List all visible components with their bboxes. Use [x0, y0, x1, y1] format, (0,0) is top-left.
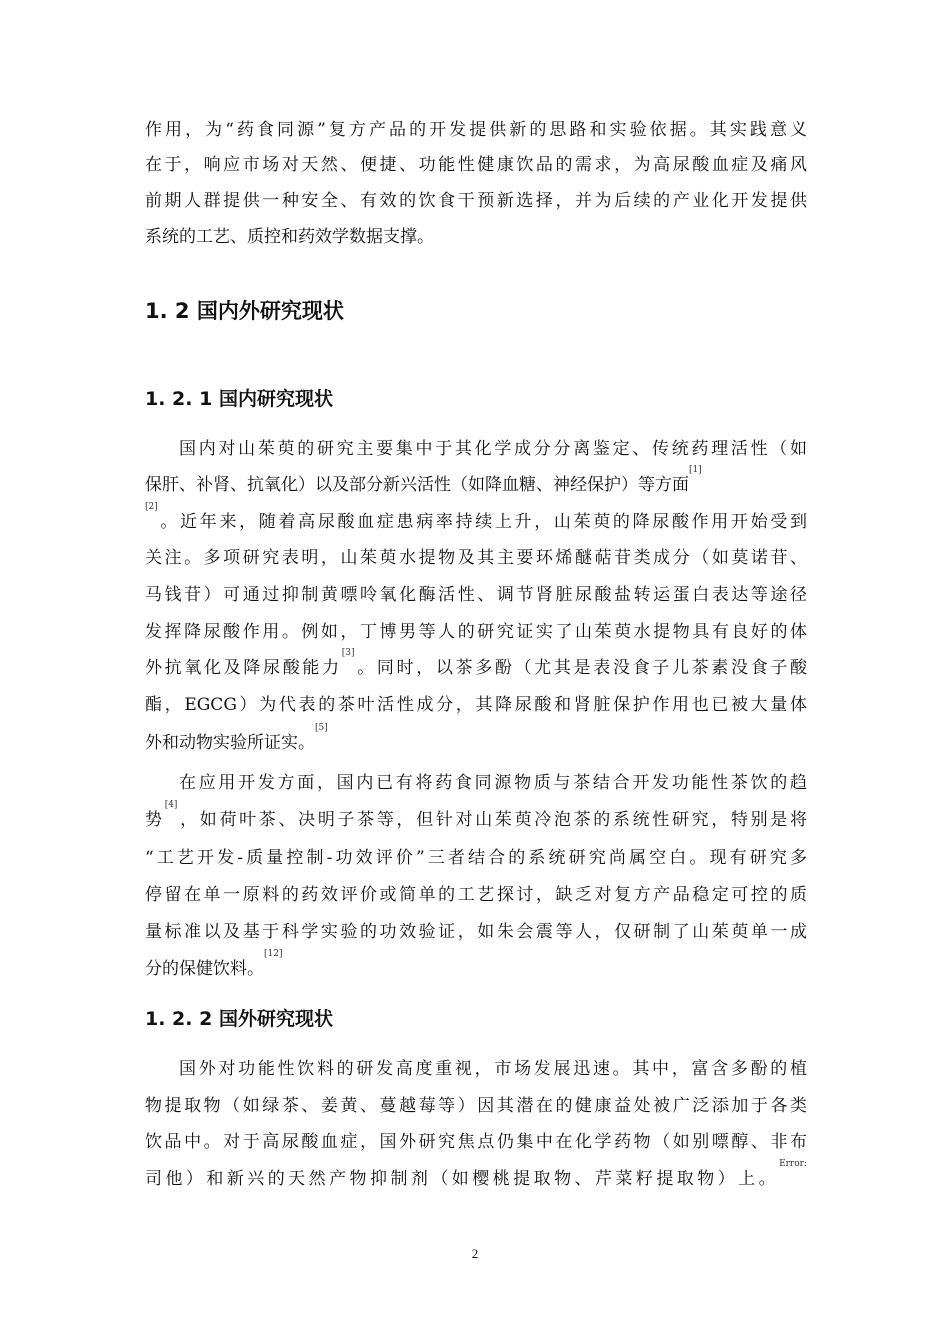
- text: 在于，响应市场对天然、便捷、功能性健康饮品的需求，为高尿酸血症及痛风: [145, 155, 807, 175]
- citation-error[interactable]: Error:: [779, 1159, 807, 1169]
- text-line: [145, 465, 807, 497]
- citation[interactable]: [1]: [689, 465, 702, 475]
- text: 。同时，以茶多酚（尤其是表没食子儿茶素没食子酸: [354, 658, 808, 678]
- section-heading-1-2: 1. 2 国内外研究现状: [145, 299, 344, 323]
- text-line: [179, 437, 807, 461]
- text: 系统的工艺、质控和药效学数据支撑。: [145, 227, 434, 247]
- citation[interactable]: [12]: [264, 949, 283, 959]
- text-line: [145, 189, 807, 213]
- text: 饮品中。对于高尿酸血症，国外研究焦点仍集中在化学药物（如别嘌醇、非布: [145, 1132, 807, 1152]
- text-line: [145, 846, 807, 870]
- text-line: [179, 771, 807, 795]
- text: 发挥降尿酸作用。例如，丁博男等人的研究证实了山茱萸水提物具有良好的体: [145, 622, 807, 642]
- text: 酯，EGCG）为代表的茶叶活性成分，其降尿酸和肾脏保护作用也已被大量体: [145, 695, 807, 715]
- text-line: [179, 1057, 807, 1081]
- text: 关注。多项研究表明，山茱萸水提物及其主要环烯醚萜苷类成分（如莫诺苷、: [145, 548, 807, 568]
- text-line: [145, 693, 807, 717]
- text-line: [145, 546, 807, 570]
- citation[interactable]: [5]: [315, 723, 328, 733]
- text-line: [145, 920, 807, 944]
- text: 国外对功能性饮料的研发高度重视，市场发展迅速。其中，富含多酚的植: [179, 1059, 807, 1079]
- text-line: [145, 153, 807, 177]
- page-number: 2: [471, 1246, 479, 1261]
- text: 保肝、补肾、抗氧化）以及部分新兴活性（如降血糖、神经保护）等方面: [145, 475, 689, 495]
- text: 量标准以及基于科学实验的功效验证，如朱会震等人，仅研制了山茱萸单一成: [145, 922, 807, 942]
- text-line: [145, 1094, 807, 1118]
- text: 物提取物（如绿茶、姜黄、蔓越莓等）因其潜在的健康益处被广泛添加于各类: [145, 1096, 807, 1116]
- text-line: [145, 883, 807, 907]
- text-line: [145, 723, 807, 755]
- section-heading-1-2-2: 1. 2. 2 国外研究现状: [145, 1008, 333, 1030]
- text: 。近年来，随着高尿酸血症患病率持续上升，山茱萸的降尿酸作用开始受到: [157, 512, 807, 532]
- text-line: [145, 502, 807, 534]
- text: 势: [145, 810, 165, 830]
- citation[interactable]: [3]: [341, 648, 355, 658]
- text-line: [145, 1130, 807, 1154]
- text: ，如荷叶茶、决明子茶等，但针对山茱萸冷泡茶的系统性研究，特别是将: [177, 810, 808, 830]
- text: 马钱苷）可通过抑制黄嘌呤氧化酶活性、调节肾脏尿酸盐转运蛋白表达等途径: [145, 585, 807, 605]
- text-line: [145, 800, 808, 832]
- text-line: [145, 1159, 807, 1191]
- section-heading-1-2-1: 1. 2. 1 国内研究现状: [145, 388, 333, 410]
- text-line: [145, 620, 807, 644]
- text: 司他）和新兴的天然产物抑制剂（如樱桃提取物、芹菜籽提取物）上。: [145, 1169, 780, 1189]
- citation[interactable]: [2]: [145, 502, 158, 512]
- text-line: [145, 648, 808, 680]
- text: 停留在单一原料的药效评价或简单的工艺探讨，缺乏对复方产品稳定可控的质: [145, 885, 807, 905]
- text: 分的保健饮料。: [145, 959, 264, 979]
- text-line: [145, 225, 807, 249]
- text: 外和动物实验所证实。: [145, 733, 315, 753]
- text: “工艺开发-质量控制-功效评价”三者结合的系统研究尚属空白。现有研究多: [145, 848, 807, 868]
- text: 在应用开发方面，国内已有将药食同源物质与茶结合开发功能性茶饮的趋: [179, 773, 807, 793]
- text-line: [145, 118, 807, 142]
- text: 外抗氧化及降尿酸能力: [145, 658, 342, 678]
- text: 国内对山茱萸的研究主要集中于其化学成分分离鉴定、传统药理活性（如: [179, 439, 807, 459]
- text-line: [145, 949, 807, 981]
- text-line: [145, 583, 807, 607]
- text: 前期人群提供一种安全、有效的饮食干预新选择，并为后续的产业化开发提供: [145, 191, 807, 211]
- citation[interactable]: [4]: [164, 800, 178, 810]
- text: 作用，为“药食同源”复方产品的开发提供新的思路和实验依据。其实践意义: [145, 120, 807, 140]
